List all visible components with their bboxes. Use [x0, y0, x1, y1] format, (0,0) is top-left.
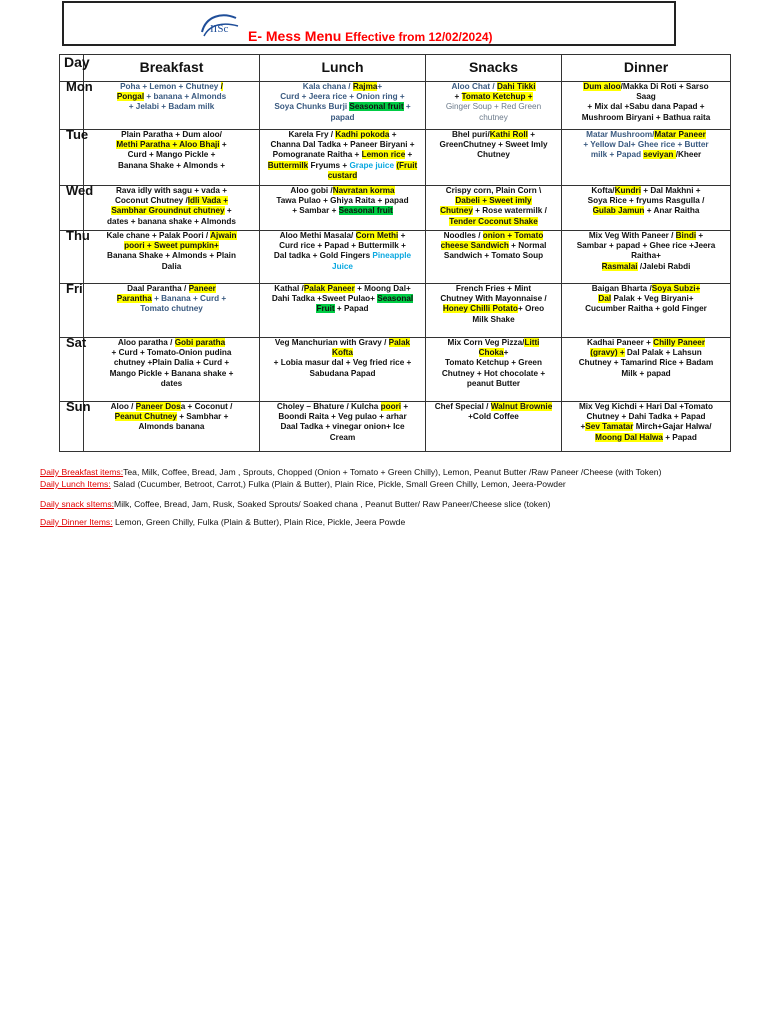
menu-item-text: Dal Palak + Lahsun: [624, 348, 702, 358]
menu-item-text: Fruit: [316, 304, 335, 314]
menu-item-text: Daal Parantha /: [127, 284, 189, 293]
snacks-cell: [426, 402, 562, 452]
snacks-cell: [426, 130, 562, 186]
menu-item-text: Cream: [329, 432, 356, 442]
menu-item-text: Dahi Tikki: [496, 82, 536, 91]
menu-item-text: Noodles /: [443, 231, 483, 240]
day-label: Tue: [60, 130, 84, 186]
lunch-cell: [260, 284, 426, 338]
menu-item-text: Matar Mushroom/: [586, 130, 655, 139]
menu-item-text: Paneer: [188, 284, 216, 293]
menu-item-text: + Moong Dal+: [354, 284, 411, 293]
note-label: Daily Lunch Items:: [40, 479, 111, 489]
menu-item-text: Curd + Jeera rice + Onion ring +: [280, 92, 405, 102]
menu-row-wed: [60, 186, 731, 231]
menu-item-text: Banana Shake + Almonds + Plain: [107, 251, 236, 261]
menu-item-text: Dahi Tadka +Sweet Pulao+: [271, 294, 378, 304]
breakfast-cell: [84, 231, 260, 284]
menu-item-text: Gulab Jamun: [592, 206, 645, 216]
menu-item-text: +: [401, 402, 409, 411]
menu-item-text: Chutney + Tamarind Rice + Badam: [578, 358, 714, 368]
menu-item-text: Bhel puri/: [451, 130, 490, 139]
menu-item-text: Curd rice + Papad + Buttermilk +: [279, 241, 406, 251]
dinner-cell: [562, 82, 731, 130]
lunch-cell: [260, 231, 426, 284]
menu-table: [59, 54, 731, 452]
menu-item-text: chutney: [479, 112, 508, 122]
menu-item-text: Rava idly with sagu + vada +: [115, 186, 228, 195]
note-label: Daily Dinner Items:: [40, 517, 113, 527]
note-label: Daily snack sItems:: [40, 499, 115, 509]
snacks-cell: [426, 231, 562, 284]
note-dinner: [40, 517, 405, 528]
menu-item-text: + Dal Makhni +: [640, 186, 701, 195]
menu-item-text: Milk + papad: [621, 368, 671, 378]
menu-item-text: Boondi Raita + Veg pulao + arhar: [278, 412, 407, 422]
menu-item-text: Chutney + Dahi Tadka + Papad: [586, 412, 706, 422]
menu-item-text: Kundri: [614, 186, 641, 195]
menu-item-text: Seasonal: [377, 294, 414, 304]
note-text: Lemon, Green Chilly, Fulka (Plain & Butter), Plain Rice, Pickle, Jeera Powde: [112, 517, 406, 527]
dinner-cell: [562, 130, 731, 186]
menu-item-text: Grape juice: [349, 160, 397, 170]
iisc-logo-icon: [196, 10, 244, 40]
menu-item-text: Aloo Chat /: [451, 82, 497, 91]
menu-item-text: Idli Vada +: [187, 196, 229, 206]
col-header-breakfast: Breakfast: [84, 55, 260, 82]
breakfast-cell: [84, 130, 260, 186]
menu-item-text: Choka: [478, 348, 504, 358]
menu-item-text: +: [527, 130, 536, 139]
menu-item-text: Kadhai Paneer +: [586, 338, 654, 347]
menu-item-text: Peanut Chutney: [114, 412, 177, 422]
menu-item-text: + Papad: [334, 304, 369, 314]
menu-item-text: dates: [160, 378, 183, 388]
menu-item-text: Fryums +: [308, 160, 350, 170]
menu-item-text: Juice: [332, 261, 353, 271]
menu-item-text: Dabeli + Sweet imly: [455, 196, 532, 206]
menu-item-text: Soya Subzi+: [651, 284, 701, 293]
menu-item-text: +: [503, 348, 509, 358]
menu-item-text: Mango Pickle + Banana shake +: [109, 368, 234, 378]
menu-item-text: +: [389, 130, 397, 139]
menu-item-text: Kofta: [332, 348, 353, 358]
menu-item-text: Aloo Methi Masala/: [279, 231, 356, 240]
logo-text: IISc: [210, 23, 229, 35]
menu-item-text: Aloo paratha /: [117, 338, 175, 347]
day-label: Sat: [60, 338, 84, 402]
menu-row-fri: [60, 284, 731, 338]
menu-item-text: Aloo gobi /: [290, 186, 333, 195]
menu-item-text: Ajwain: [210, 231, 237, 240]
menu-item-text: + banana + Almonds: [144, 92, 227, 102]
menu-item-text: Navratan korma: [332, 186, 395, 195]
menu-item-text: + Jelabi + Badam milk: [128, 102, 215, 112]
menu-item-text: Dal tadka + Gold Fingers: [273, 251, 373, 261]
menu-item-text: Mix Veg With Paneer /: [588, 231, 676, 240]
menu-item-text: + Curd + Tomato-Onion pudina: [111, 348, 232, 358]
menu-item-text: poori: [380, 402, 402, 411]
day-label: Thu: [60, 231, 84, 284]
menu-item-text: Buttermilk: [267, 160, 309, 170]
menu-item-text: Tawa Pulao + Ghiya Raita + papad: [276, 196, 409, 206]
day-label: Wed: [60, 186, 84, 231]
menu-item-text: French Fries + Mint: [455, 284, 532, 293]
menu-item-text: Walnut Brownie: [490, 402, 553, 411]
lunch-cell: [260, 338, 426, 402]
menu-item-text: poori + Sweet pumpkin+: [124, 241, 219, 251]
title-main: E- Mess Menu: [248, 28, 342, 44]
menu-item-text: /Makka Di Roti + Sarso: [620, 82, 709, 91]
menu-item-text: + Yellow Dal+ Ghee rice + Butter: [583, 140, 709, 150]
menu-item-text: Bindi: [675, 231, 697, 240]
breakfast-cell: [84, 82, 260, 130]
menu-item-text: Mushroom Biryani + Bathua raita: [581, 112, 711, 122]
header-row: [60, 55, 731, 82]
menu-item-text: Milk Shake: [472, 314, 515, 324]
page-title: [248, 28, 493, 44]
menu-item-text: custard: [327, 170, 358, 180]
menu-row-tue: [60, 130, 731, 186]
menu-item-text: Tomato Ketchup +: [461, 92, 533, 102]
menu-item-text: Aloo /: [110, 402, 136, 411]
menu-item-text: Channa Dal Tadka + Paneer Biryani +: [270, 140, 415, 150]
breakfast-cell: [84, 402, 260, 452]
title-banner: [62, 1, 676, 46]
menu-item-text: Palak: [388, 338, 411, 347]
menu-item-text: Kala chana /: [302, 82, 353, 91]
snacks-cell: [426, 82, 562, 130]
day-label: Fri: [60, 284, 84, 338]
menu-item-text: Crispy corn, Plain Corn \: [445, 186, 542, 195]
menu-item-text: +Cold Coffee: [468, 412, 519, 422]
menu-item-text: Seasonal fruit: [349, 102, 404, 112]
menu-item-text: Veg Manchurian with Gravy /: [274, 338, 389, 347]
menu-item-text: +: [398, 231, 406, 240]
menu-item-text: Tomato chutney: [140, 304, 203, 314]
menu-item-text: Mirch+Gajar Halwa/: [633, 422, 712, 432]
menu-item-text: GreenChutney + Sweet Imly: [439, 140, 548, 150]
menu-item-text: Almonds banana: [138, 422, 205, 432]
menu-item-text: Honey Chilli Potato: [442, 304, 518, 314]
dinner-cell: [562, 338, 731, 402]
menu-item-text: Corn Methi: [355, 231, 399, 240]
breakfast-cell: [84, 338, 260, 402]
breakfast-cell: [84, 186, 260, 231]
menu-item-text: Rajma: [352, 82, 378, 91]
menu-item-text: Dum aloo: [583, 82, 621, 91]
menu-item-text: Saag: [636, 92, 656, 102]
menu-row-mon: [60, 82, 731, 130]
menu-item-text: Coconut Chutney /: [114, 196, 188, 206]
menu-item-text: + Sambhar +: [176, 412, 229, 422]
lunch-cell: [260, 186, 426, 231]
dinner-cell: [562, 402, 731, 452]
menu-item-text: +: [454, 92, 462, 102]
menu-item-text: Pongal: [116, 92, 145, 102]
dinner-cell: [562, 186, 731, 231]
menu-item-text: Matar Paneer: [654, 130, 706, 139]
menu-item-text: + Mix dal +Sabu dana Papad +: [587, 102, 705, 112]
menu-item-text: Chutney: [477, 150, 510, 160]
menu-item-text: Banana Shake + Almonds +: [117, 160, 226, 170]
menu-item-text: + Papad: [662, 432, 697, 442]
lunch-cell: [260, 130, 426, 186]
title-effective: Effective from 12/02/2024): [345, 30, 493, 44]
menu-item-text: Chutney: [440, 206, 473, 216]
menu-item-text: Chutney With Mayonnaise /: [440, 294, 547, 304]
note-text: Tea, Milk, Coffee, Bread, Jam , Sprouts, Chopped (Onion + Tomato + Green Chilly), Lemon, Peanut Butter /Raw Paneer /Cheese (with Token): [123, 467, 662, 477]
menu-item-text: Kadhi pokoda: [335, 130, 390, 139]
snacks-cell: [426, 284, 562, 338]
menu-item-text: (Fruit: [396, 160, 418, 170]
menu-item-text: Plain Paratha + Dum aloo/: [121, 130, 222, 139]
menu-item-text: Soya Rice + fryums Rasgulla /: [587, 196, 705, 206]
menu-item-text: Tender Coconut Shake: [449, 216, 538, 226]
menu-item-text: Raitha+: [631, 251, 661, 261]
menu-item-text: Palak Paneer: [303, 284, 355, 293]
menu-item-text: Chilly Paneer: [653, 338, 706, 347]
menu-item-text: Gobi paratha: [174, 338, 226, 347]
menu-item-text: Parantha: [116, 294, 152, 304]
menu-item-text: onion + Tomato: [482, 231, 544, 240]
menu-item-text: Kale chane + Palak Poori /: [106, 231, 211, 240]
menu-item-text: Lemon rice: [361, 150, 406, 160]
menu-item-text: +: [219, 140, 227, 150]
menu-item-text: Mix Veg Kichdi + Hari Dal +Tomato: [578, 402, 714, 411]
menu-item-text: Daal Tadka + vinegar onion+ Ice: [280, 422, 405, 432]
menu-item-text: Tomato Ketchup + Green: [445, 358, 542, 368]
menu-item-text: Choley – Bhature / Kulcha: [276, 402, 381, 411]
menu-item-text: Litti: [524, 338, 540, 347]
col-header-lunch: Lunch: [260, 55, 426, 82]
note-text: Milk, Coffee, Bread, Jam, Rusk, Soaked Sprouts/ Soaked chana , Peanut Butter/ Raw Paneer/Cheese slice (token): [114, 499, 551, 509]
menu-item-text: (gravy) +: [590, 348, 625, 358]
menu-item-text: /: [220, 82, 223, 91]
menu-item-text: Pomogranate Raitha +: [272, 150, 362, 160]
menu-item-text: Dalia: [161, 261, 182, 271]
menu-item-text: peanut Butter: [466, 378, 521, 388]
menu-item-text: Paneer Dos: [135, 402, 181, 411]
menu-item-text: Baigan Bharta /: [591, 284, 652, 293]
menu-row-sat: [60, 338, 731, 402]
menu-item-text: Sabudana Papad: [309, 368, 376, 378]
menu-item-text: + Sambar +: [292, 206, 339, 216]
lunch-cell: [260, 82, 426, 130]
menu-item-text: + Lobia masur dal + Veg fried rice +: [273, 358, 412, 368]
menu-item-text: Rasmalai: [601, 261, 638, 271]
day-label: Sun: [60, 402, 84, 452]
menu-item-text: +: [580, 422, 586, 432]
menu-item-text: +: [696, 231, 704, 240]
day-label: Mon: [60, 82, 84, 130]
menu-item-text: Seasonal fruit: [338, 206, 393, 216]
dinner-cell: [562, 284, 731, 338]
menu-item-text: Sambhar Groundnut chutney: [111, 206, 225, 216]
menu-item-text: /Kheer: [675, 150, 702, 160]
menu-item-text: Kathi Roll: [489, 130, 528, 139]
note-lunch: [40, 479, 566, 490]
lunch-cell: [260, 402, 426, 452]
menu-item-text: papad: [330, 112, 355, 122]
snacks-cell: [426, 338, 562, 402]
menu-row-thu: [60, 231, 731, 284]
note-breakfast: [40, 467, 661, 478]
menu-item-text: Dal: [598, 294, 612, 304]
menu-item-text: Kathal /: [274, 284, 304, 293]
menu-item-text: Methi Paratha + Aloo Bhaji: [116, 140, 220, 150]
menu-item-text: Kofta/: [591, 186, 615, 195]
menu-item-text: +: [403, 102, 411, 112]
menu-item-text: Chef Special /: [434, 402, 491, 411]
menu-item-text: Ginger Soup + Red Green: [445, 102, 542, 112]
menu-item-text: Sandwich + Tomato Soup: [443, 251, 544, 261]
breakfast-cell: [84, 284, 260, 338]
menu-item-text: seviyan: [643, 150, 676, 160]
menu-item-text: /Jalebi Rabdi: [637, 261, 691, 271]
menu-item-text: Sambar + papad + Ghee rice +Jeera: [576, 241, 716, 251]
menu-item-text: Poha + Lemon + Chutney: [120, 82, 221, 91]
col-header-snacks: Snacks: [426, 55, 562, 82]
menu-item-text: +: [377, 82, 383, 91]
menu-item-text: chutney +Plain Dalia + Curd +: [113, 358, 230, 368]
menu-item-text: Chutney + Hot chocolate +: [441, 368, 546, 378]
note-snacks: [40, 499, 550, 510]
menu-item-text: Soya Chunks Burji: [274, 102, 350, 112]
menu-item-text: + Oreo: [517, 304, 545, 314]
menu-item-text: +: [405, 150, 413, 160]
dinner-cell: [562, 231, 731, 284]
menu-item-text: + Anar Raitha: [644, 206, 700, 216]
menu-item-text: Karela Fry /: [288, 130, 336, 139]
menu-item-text: Moong Dal Halwa: [595, 432, 663, 442]
menu-item-text: Mix Corn Veg Pizza/: [447, 338, 525, 347]
note-text: Salad (Cucumber, Betroot, Carrot,) Fulka (Plain & Butter), Plain Rice, Pickle, Small Green Chilly, Lemon, Jeera-Powder: [110, 479, 566, 489]
snacks-cell: [426, 186, 562, 231]
menu-item-text: Sev Tamatar: [585, 422, 634, 432]
menu-item-text: Curd + Mango Pickle +: [127, 150, 216, 160]
menu-item-text: + Rose watermilk /: [472, 206, 547, 216]
menu-item-text: a + Coconut /: [180, 402, 233, 411]
menu-item-text: Cucumber Raitha + gold Finger: [585, 304, 707, 314]
menu-item-text: + Normal: [508, 241, 547, 251]
menu-row-sun: [60, 402, 731, 452]
col-header-dinner: Dinner: [562, 55, 731, 82]
menu-item-text: milk + Papad: [590, 150, 644, 160]
col-header-day: Day: [60, 55, 84, 82]
menu-item-text: Pineapple: [372, 251, 412, 261]
menu-item-text: + Banana + Curd +: [151, 294, 227, 304]
menu-item-text: +: [224, 206, 232, 216]
menu-item-text: Palak + Veg Biryani+: [611, 294, 694, 304]
menu-item-text: dates + banana shake + Almonds: [107, 216, 236, 226]
menu-item-text: cheese Sandwich: [440, 241, 509, 251]
note-label: Daily Breakfast items:: [40, 467, 124, 477]
